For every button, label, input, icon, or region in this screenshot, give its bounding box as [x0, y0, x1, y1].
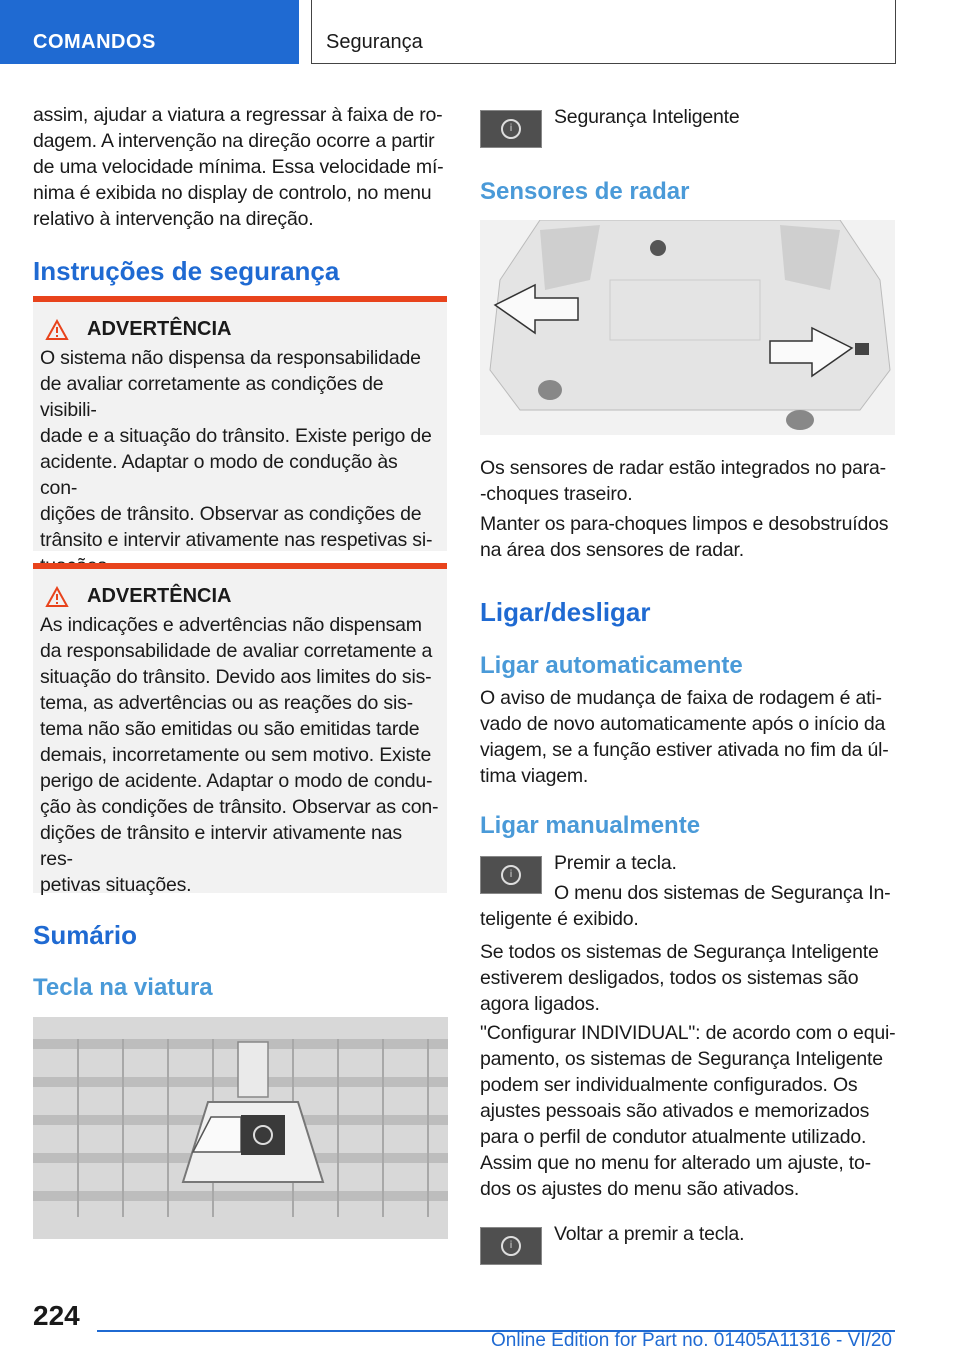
press-key-text: Premir a tecla.	[554, 852, 677, 874]
individual-paragraph: "Configurar INDIVIDUAL": de acordo com o equi- pamento, os sistemas de Segurança Inteligente podem ser individualmente configurados. Os ajustes pessoais são ativados e memorizados para o perfil de condutor atualmente utilizado. Assim que no menu for alterado um ajuste, to- dos os ajustes do menu são ativados.	[480, 1022, 896, 1200]
warning-triangle-icon	[45, 319, 69, 341]
key-heading: Tecla na viatura	[33, 974, 213, 1001]
warning-box-1	[33, 296, 447, 551]
radar-paragraph-1: Os sensores de radar estão integrados no para- -choques traseiro.	[480, 457, 886, 505]
warning-title: ADVERTÊNCIA	[87, 318, 232, 340]
radar-heading: Sensores de radar	[480, 178, 690, 205]
intro-paragraph: assim, ajudar a viatura a regressar à faixa de ro- dagem. A intervenção na direção ocorre a partir de uma velocidade mínima. Essa velocidade mí- nima é exibida no display de controlo, no menu relativo à intervenção na direção.	[33, 104, 444, 230]
footer-edition: Online Edition for Part no. 01405A11316 - VI/20	[490, 1330, 892, 1351]
warning-text: O sistema não dispensa da responsabilidade de avaliar corretamente as condições de visibili- dade e a situação do trânsito. Existe perigo de acidente. Adaptar o modo de condução às con- dições de trânsito. Observar as condições de trânsito e intervir ativamente nas respetivas si-	[40, 347, 433, 551]
warning-box-2	[33, 563, 447, 896]
radar-paragraph-2: Manter os para-choques limpos e desobstruídos na área dos sensores de radar.	[480, 513, 889, 561]
auto-paragraph: O aviso de mudança de faixa de rodagem é ati- vado de novo automaticamente após o início da viagem, se a função estiver ativada no fim da úl- tima viagem.	[480, 687, 889, 787]
summary-heading: Sumário	[33, 920, 138, 950]
auto-heading: Ligar automaticamente	[480, 652, 743, 679]
section-tab: COMANDOS	[0, 0, 299, 64]
page-number: 224	[33, 1300, 80, 1331]
menu-paragraph: O menu dos sistemas de Segurança In- teligente é exibido.	[480, 882, 891, 930]
on-off-heading: Ligar/desligar	[480, 597, 651, 627]
rear-bumper-illustration	[480, 220, 895, 435]
intelligent-safety-key-icon: i	[480, 856, 542, 894]
key-label: Segurança Inteligente	[554, 106, 740, 128]
topic-title: Segurança	[311, 0, 896, 64]
vehicle-grille-illustration	[33, 1017, 448, 1239]
manual-heading: Ligar manualmente	[480, 812, 701, 839]
safety-heading: Instruções de segurança	[33, 256, 340, 286]
all-off-paragraph: Se todos os sistemas de Segurança Inteligente estiverem desligados, todos os sistemas são agora ligados.	[480, 941, 879, 1015]
press-again-text: Voltar a premir a tecla.	[554, 1223, 745, 1245]
warning-text: As indicações e advertências não dispensam da responsabilidade de avaliar corretamente a situação do trânsito. Devido aos limites do sis- tema, as advertências ou as reações do sis- tema não são emitidas ou são emitidas tarde demais, incorretamente ou sem motivo. Existe perigo de acidente. Adaptar o modo de condu- ção às condições de trânsito. Observar as con- dições de trânsito e intervir ativamente nas res- petivas situações.	[40, 614, 439, 896]
warning-triangle-icon	[45, 586, 69, 608]
warning-title: ADVERTÊNCIA	[87, 585, 232, 607]
intelligent-safety-key-icon: i	[480, 110, 542, 148]
intelligent-safety-key-icon: i	[480, 1227, 542, 1265]
